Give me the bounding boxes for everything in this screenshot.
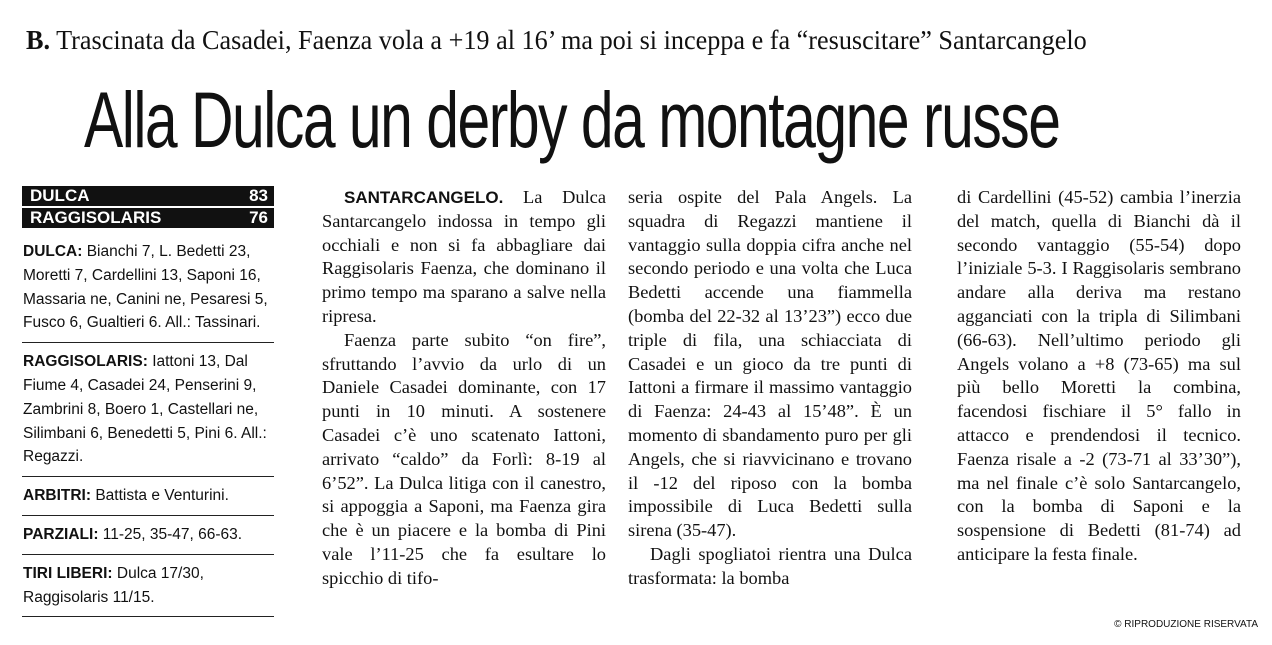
team-score: 83 (249, 186, 268, 205)
scorebox (22, 186, 274, 617)
dateline: SANTARCANGELO. (344, 188, 504, 207)
lineup-text: Iattoni 13, Dal Fiume 4, Casadei 24, Penserini 9, Zambrini 8, Boero 1, Castellari ne, Silimbani 6, Benedetti 5, Pini 6. All.: Regazzi. (23, 353, 267, 466)
score-row-dulca (22, 186, 274, 206)
referees-label: ARBITRI: (23, 487, 92, 505)
paragraph: seria ospite del Pala Angels. La squadra di Regazzi mantiene il vantaggio sulla doppia cifra anche nel secondo periodo e una volta che Luca Bedetti accende una fiammella (bomba del 22-32 al 13’23”) ecco due triple di fila, una schiacciata di Casadei e un gioco da tre punti di Iattoni a firmare il massimo vantaggio di Faenza: 24-43 al 15’48”. È un momento di sbandamento puro per gli Angels, che si riavvicinano e trovano il -12 del riposo con la bomba impossibile di Luca Bedetti sulla sirena (35-47). (628, 187, 912, 541)
article-column-1 (322, 186, 606, 591)
copyright-notice: © RIPRODUZIONE RISERVATA (1114, 619, 1258, 630)
article-column-2 (628, 186, 912, 591)
free-throws-text: Dulca 17/30, Raggisolaris 11/15. (23, 564, 204, 606)
paragraph: Dagli spogliatoi rientra una Dulca trasformata: la bomba (628, 543, 912, 588)
lineup-raggisolaris (22, 343, 274, 477)
team-score: 76 (249, 208, 268, 227)
free-throws (22, 555, 274, 618)
kicker (26, 20, 1229, 60)
headline: Alla Dulca un derby da montagne russe (84, 75, 1060, 164)
partials-text: 11-25, 35-47, 66-63. (102, 525, 243, 543)
team-name: DULCA (30, 186, 90, 205)
article-column-3 (957, 186, 1241, 567)
paragraph: di Cardellini (45-52) cambia l’inerzia del match, quella di Bianchi dà il secondo vantaggio (55-54) dopo l’iniziale 5-3. I Raggisolaris sembrano andare alla deriva ma restano agganciati con la tripla di Silimbani (66-63). Nell’ultimo periodo gli Angels volano a +8 (73-65) ma sul più bello Moretti la combina, facendosi fischiare il 5° fallo in attacco e prendendosi il tecnico. Faenza risale a -2 (73-71 al 33’30”), ma nel finale c’è solo Santarcangelo, con la bomba di Saponi e la sospensione di Bedetti (81-74) ad anticipare la festa finale. (957, 187, 1241, 564)
paragraph: Faenza parte subito “on fire”, sfruttando l’avvio da urlo di un Daniele Casadei dominante, con 17 punti in 10 minuti. A sostenere Casadei c’è uno scatenato Iattoni, arrivato “caldo” da Forlì: 8-19 al 6’52”. La Dulca litiga con il canestro, si appoggia a Saponi, ma Faenza gira che è un piacere e la bomba di Pini vale l’11-25 che fa esultare lo spicchio di tifo- (322, 329, 606, 588)
team-name: RAGGISOLARIS (30, 208, 162, 227)
free-throws-label: TIRI LIBERI: (23, 564, 113, 582)
referees-text: Battista e Venturini. (95, 487, 229, 505)
partials (22, 516, 274, 555)
lineup-dulca (22, 228, 274, 343)
score-row-raggisolaris (22, 208, 274, 228)
lineup-text: Bianchi 7, L. Bedetti 23, Moretti 7, Cardellini 13, Saponi 16, Massaria ne, Canini ne, Pesaresi 5, Fusco 6, Gualtieri 6. All.: Tassinari. (23, 243, 268, 332)
lineup-label: DULCA: (23, 243, 83, 260)
referees (22, 477, 274, 516)
paragraph-text: La Dulca Santarcangelo indossa in tempo gli occhiali e non si fa abbagliare dai Raggisolaris Faenza, che dominano il primo tempo ma sparano a salve nella ripresa. (322, 187, 606, 326)
kicker-section: B. (26, 25, 51, 55)
paragraph (322, 186, 606, 329)
kicker-text: Trascinata da Casadei, Faenza vola a +19 al 16’ ma poi si inceppa e fa “resuscitare” Santarcangelo (56, 25, 1087, 55)
lineup-label: RAGGISOLARIS: (23, 353, 148, 371)
partials-label: PARZIALI: (23, 525, 99, 543)
